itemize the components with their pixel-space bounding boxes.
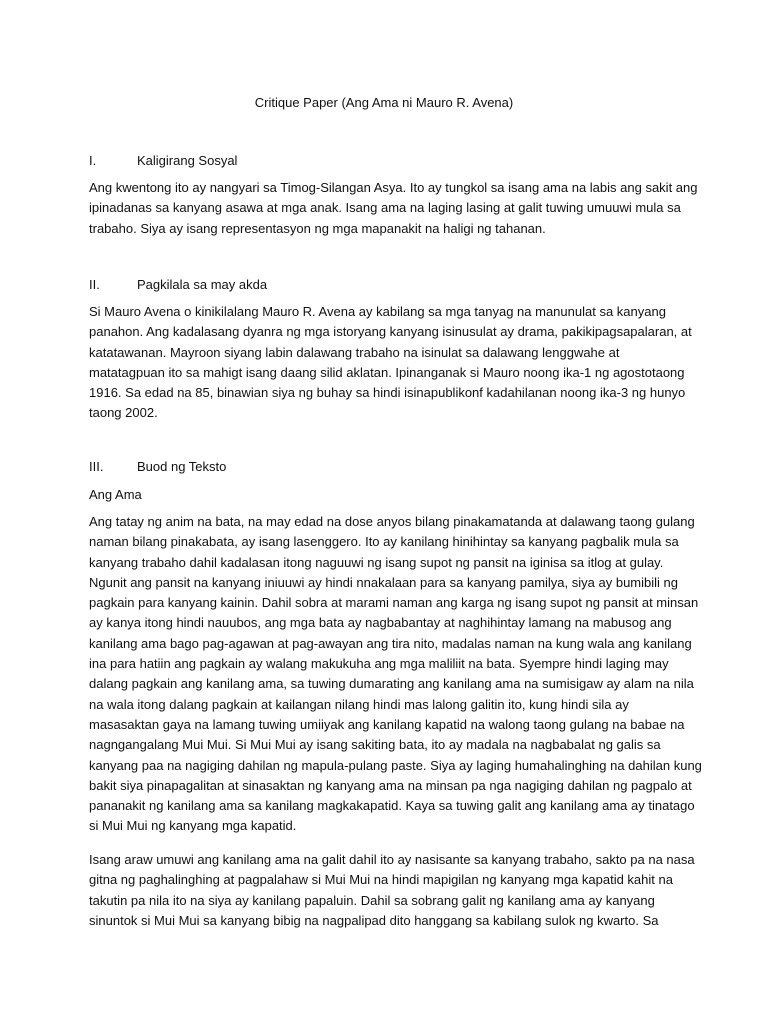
text-line: pagkain para kanyang kainin. Dahil sobra at marami naman ang karga ng isang supot ng pansit at minsan [89, 595, 699, 611]
section-heading-1 [89, 152, 237, 170]
text-line: Si Mauro Avena o kinikilalang Mauro R. Avena ay kabilang sa mga tanyag na manunulat sa kanyang [89, 304, 666, 319]
text-line: takutin pa nila ito na siya ay kanilang papaluin. Dahil sa sobrang galit ng kanilang ama ay kanyang [89, 892, 655, 908]
text-line: taong 2002. [89, 405, 158, 421]
text-line: Isang araw umuwi ang kanilang ama na galit dahil ito ay nasisante sa kanyang trabaho, sakto pa na nasa [89, 852, 695, 867]
text-line: pananakit ng kanilang ama sa kanilang magkakapatid. Kaya sa tuwing galit ang kanilang ama ay tinatago [89, 798, 695, 814]
section-title: Buod ng Teksto [137, 459, 227, 474]
text-line: panahon. Ang kadalasang dyanra ng mga istoryang kanyang isinusulat ay drama, pakikipagsapalaran, at [89, 324, 692, 340]
text-line: kanyang paa na nagiging dahilan ng mapula-pulang paste. Siya ay laging humahalinghing na dahilan kung [89, 757, 702, 773]
text-line: Ang kwentong ito ay nangyari sa Timog-Silangan Asya. Ito ay tungkol sa isang ama na labis ang sakit ang [89, 180, 698, 195]
text-line: gitna ng paghalinghing at pagpalahaw si Mui Mui na hindi mapigilan ng kanyang mga kapatid kahit na [89, 872, 673, 888]
text-line: trabaho. Siya ay isang representasyon ng mga mapanakit na haligi ng tahanan. [89, 220, 546, 236]
section-1-paragraph [89, 178, 698, 239]
section-number: I. [89, 153, 97, 168]
text-line: naman bilang pinakabata, ay isang lasenggero. Ito ay kanilang hinihintay sa kanyang pagbalik mula sa [89, 534, 679, 550]
section-3-paragraph [89, 512, 702, 837]
section-3-paragraph-2 [89, 850, 695, 931]
text-line: dalang pagkain ang kanilang ama, sa tuwing dumarating ang kanilang ama na sumisigaw ay alam na nila [89, 676, 694, 692]
text-line: na wala itong dalang pagkain at kailangan nilang hindi mas lalong galitin ito, kung hindi sila ay [89, 696, 629, 712]
section-heading-2 [89, 276, 267, 294]
section-title: Kaligirang Sosyal [137, 153, 238, 168]
section-2-paragraph [89, 302, 692, 424]
text-line: Ngunit ang pansit na kanyang iniuuwi ay hindi nnakalaan para sa kanyang pamilya, siya ay bumibili ng [89, 574, 678, 590]
text-line: Ang tatay ng anim na bata, na may edad na dose anyos bilang pinakamatanda at dalawang taong gulang [89, 514, 695, 529]
page-title: Critique Paper (Ang Ama ni Mauro R. Avena) [254, 95, 514, 110]
section-number: III. [89, 459, 104, 474]
text-line: bakit siya pinapagalitan at sinasaktan ng kanyang ama na minsan pa nga nagiging dahilan ng pagpalo at [89, 777, 692, 793]
section-heading-3 [89, 458, 226, 476]
text-line: kanyang trabaho dahil kadalasan itong naguuwi ng isang supot ng pansit na iginisa sa itlog at gulay. [89, 554, 664, 570]
section-number: II. [89, 277, 100, 292]
text-line: ina para hatiin ang pagkain ay walang makukuha ang mga maliliit na bata. Syempre hindi laging may [89, 656, 669, 672]
text-line: masasaktan gaya na lamang tuwing umiiyak ang kanilang kapatid na walong taong gulang na babae na [89, 716, 685, 732]
text-line: kanilang ama bago pag-agawan at pag-awayan ang tira nito, madalas naman na kung wala ang kanilang [89, 635, 692, 651]
text-line: matatagpuan ito sa mahigt isang daang silid aklatan. Ipinanganak si Mauro noong ika-1 ng agostotaong [89, 364, 685, 380]
text-line: ay kanya itong hindi nauubos, ang mga bata ay nagbabantay at naghihintay lamang na mabusog ang [89, 615, 672, 631]
text-line: katatawanan. Mayroon siyang labin dalawang trabaho na isinulat sa dalawang lenggwahe at [89, 344, 620, 360]
text-line: sinuntok si Mui Mui sa kanyang bibig na nagpalipad dito hanggang sa kabilang sulok ng kwarto. Sa [89, 912, 659, 928]
text-line: si Mui Mui ng kanyang mga kapatid. [89, 818, 297, 834]
text-line: ipinadanas sa kanyang asawa at mga anak. Isang ama na laging lasing at galit tuwing umuuwi mula sa [89, 200, 681, 216]
story-subheading: Ang Ama [89, 487, 142, 502]
text-line: 1916. Sa edad na 85, binawian siya ng buhay sa hindi isinapublikonf kadahilanan noong ika-3 ng hunyo [89, 385, 686, 401]
section-title: Pagkilala sa may akda [137, 277, 268, 292]
text-line: nagngangalang Mui Mui. Si Mui Mui ay isang sakiting bata, ito ay madala na nagbabalat ng galis sa [89, 737, 661, 753]
